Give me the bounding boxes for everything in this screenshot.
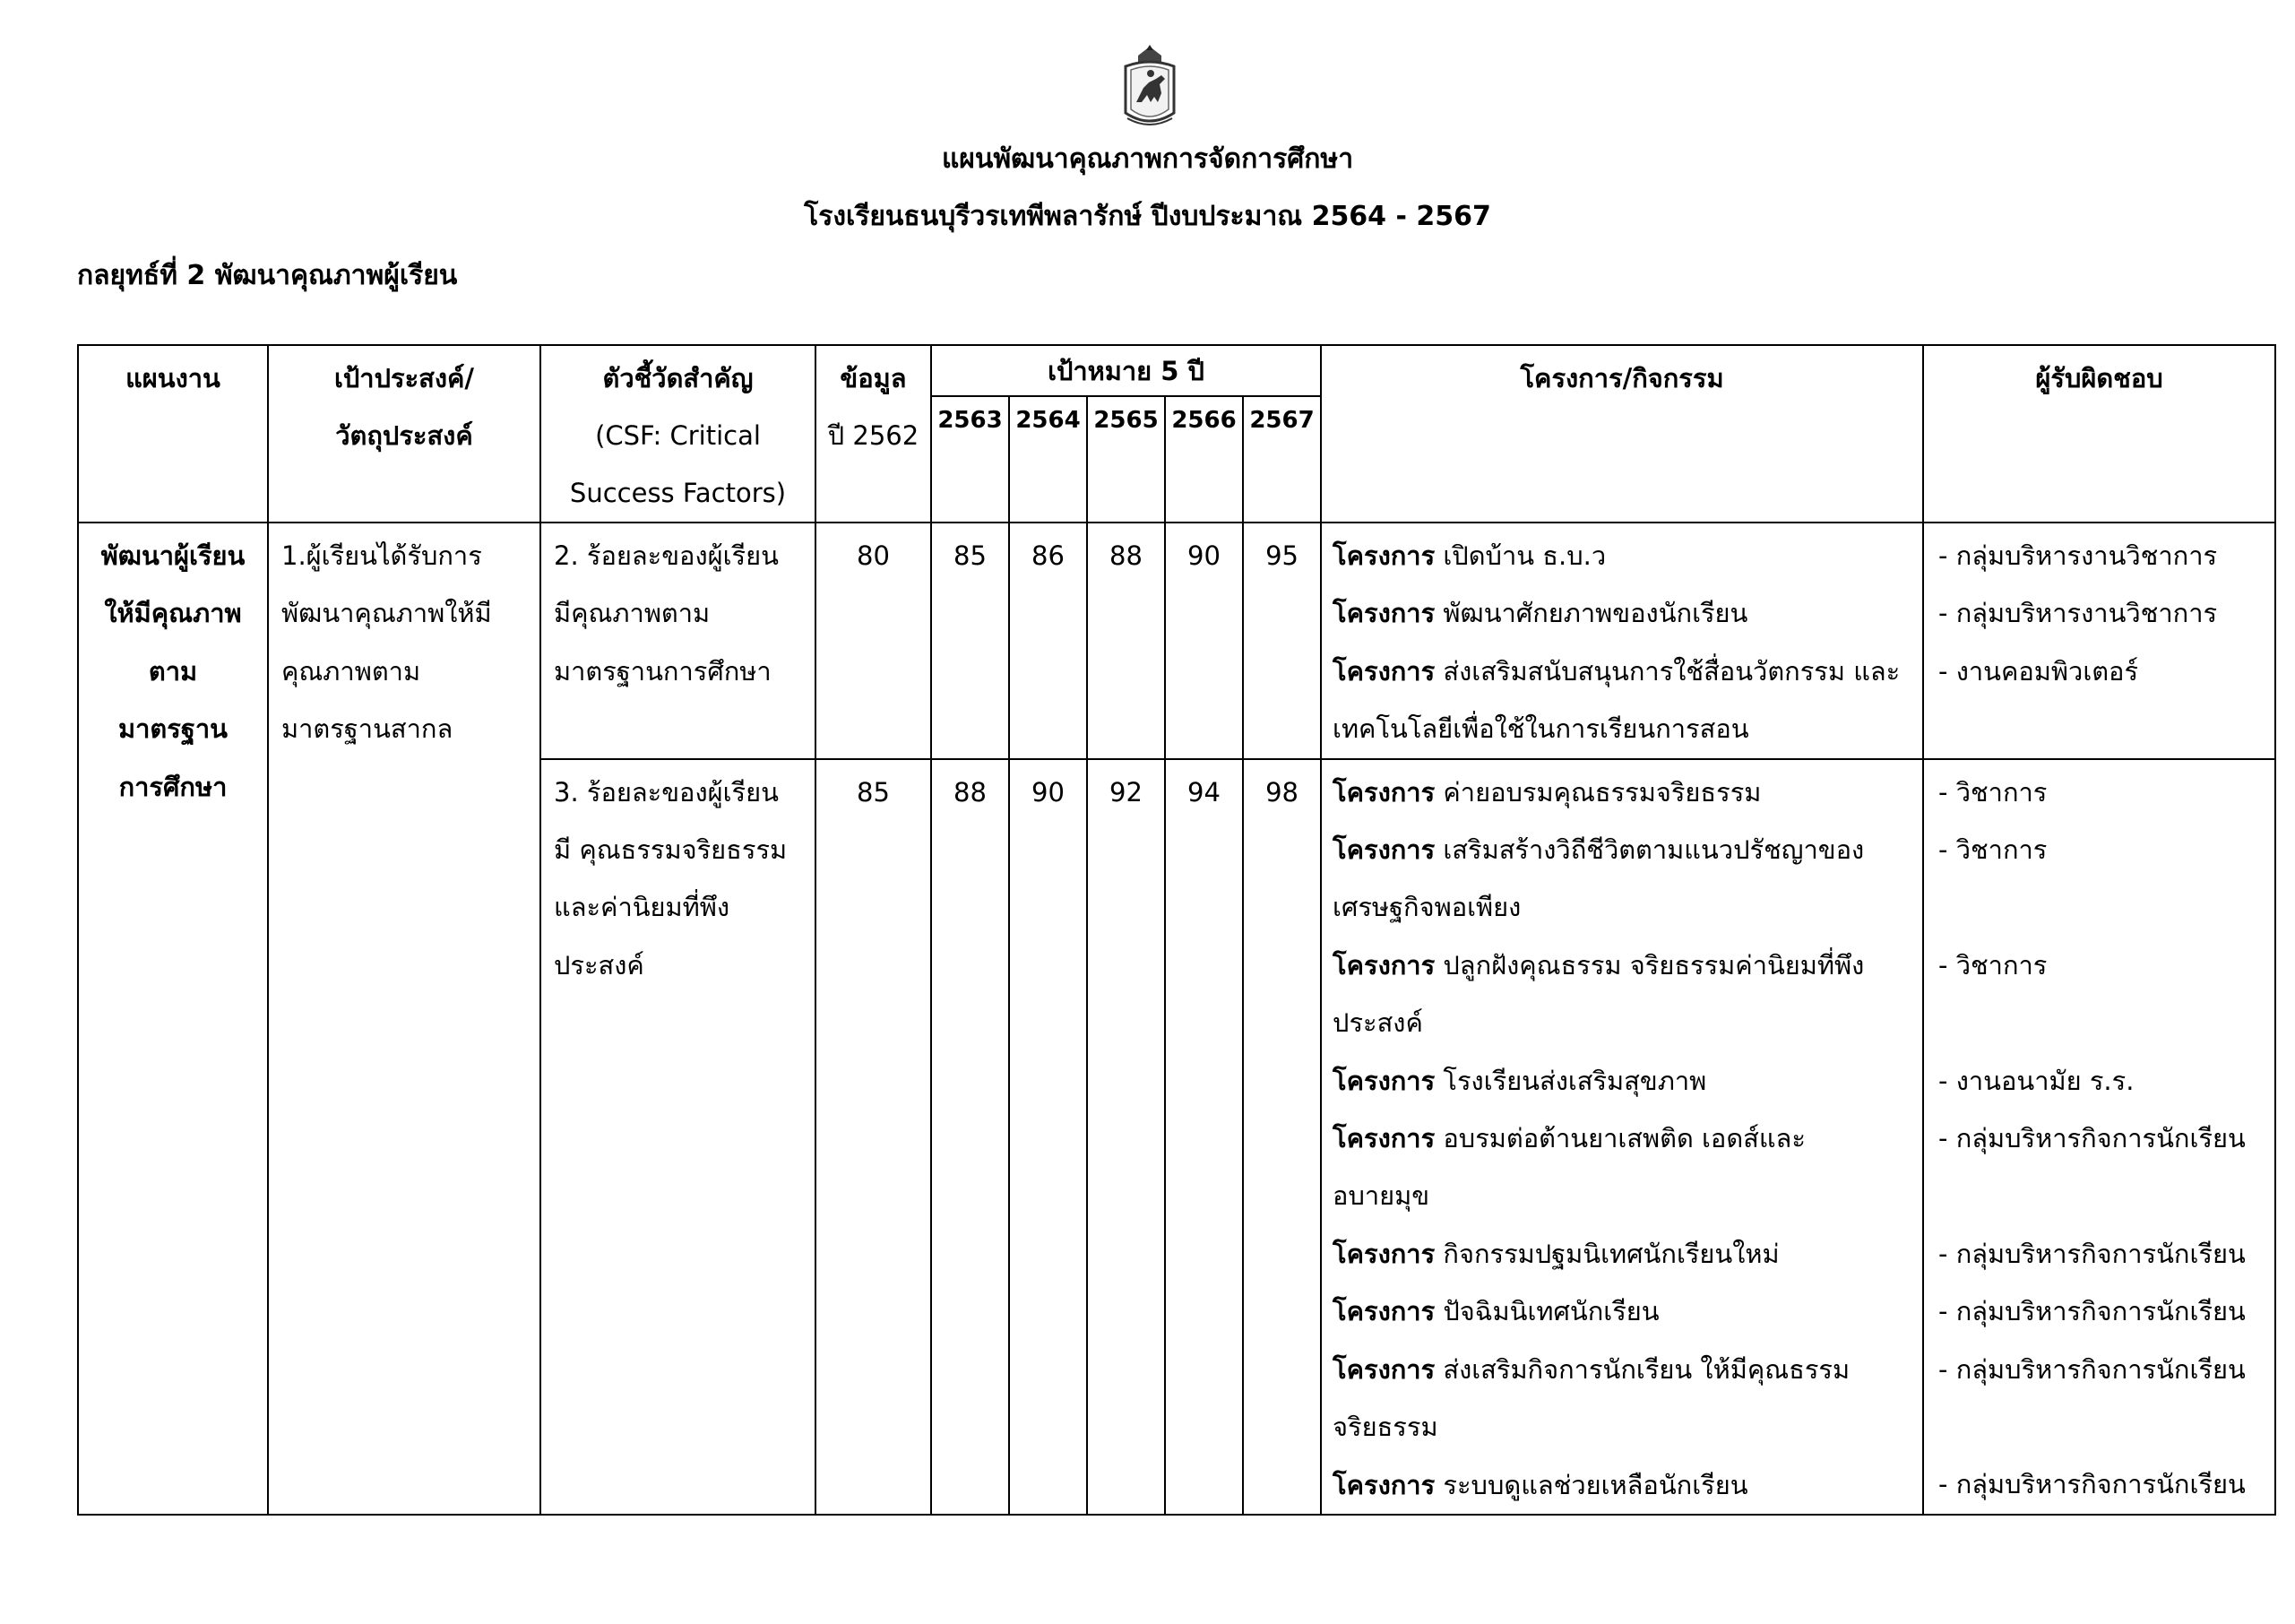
header-year: 2565 (1087, 396, 1165, 523)
target-cell: 88 (1087, 523, 1165, 759)
projects-cell: โครงการ เปิดบ้าน ธ.บ.ว โครงการ พัฒนาศักยภาพของนักเรียน โครงการ ส่งเสริมสนับสนุนการใช้สื่อนวัตกรรม และ เทคโนโลยีเพื่อใช้ในการเรียนการสอน (1321, 523, 1923, 759)
document-subtitle: โรงเรียนธนบุรีวรเทพีพลารักษ์ ปีงบประมาณ 2564 - 2567 (804, 201, 1491, 232)
csf-cell: 2. ร้อยละของผู้เรียน มีคุณภาพตาม มาตรฐานการศึกษา (540, 523, 815, 759)
school-emblem-icon (1109, 43, 1190, 133)
target-cell: 85 (931, 523, 1009, 759)
project-item: โครงการ ปลูกฝังคุณธรรม จริยธรรมค่านิยมที่พึง (1333, 949, 1865, 980)
projects-cell: โครงการ ค่ายอบรมคุณธรรมจริยธรรม โครงการ เสริมสร้างวิถีชีวิตตามแนวปรัชญาของ เศรษฐกิจพอเพียง โครงการ ปลูกฝังคุณธรรม จริยธรรมค่านิยมที่พึง ประสงค์ โครงการ โรงเรียนส่งเสริมสุขภาพ โครงการ อบรมต่อต้านยาเสพติด เอดส์และ อบายมุข โครงการ กิจกรรมปฐมนิเทศนักเรียนใหม่ โครงการ ปัจฉิมนิเทศนักเรียน โครงการ ส่งเสริมกิจการนักเรียน ให้มีคุณธรรม จริยธรรม โครงการ ระบบดูแลช่วยเหลือนักเรียน (1321, 759, 1923, 1515)
plan-cell: พัฒนาผู้เรียน ให้มีคุณภาพ ตาม มาตรฐาน การศึกษา (78, 523, 268, 1515)
goal-cell: 1.ผู้เรียนได้รับการ พัฒนาคุณภาพให้มี คุณภาพตาม มาตรฐานสากล (268, 523, 540, 1515)
baseline-cell: 85 (815, 759, 931, 1515)
header-projects: โครงการ/กิจกรรม (1321, 345, 1923, 523)
baseline-cell: 80 (815, 523, 931, 759)
project-item: โครงการ ระบบดูแลช่วยเหลือนักเรียน (1333, 1469, 1748, 1500)
header-year: 2563 (931, 396, 1009, 523)
target-cell: 88 (931, 759, 1009, 1515)
plan-table (77, 344, 2276, 1516)
project-item: โครงการ อบรมต่อต้านยาเสพติด เอดส์และ (1333, 1123, 1806, 1154)
header-csf: ตัวชี้วัดสำคัญ (CSF: Critical Success Factors) (540, 345, 815, 523)
project-item: โครงการ พัฒนาศักยภาพของนักเรียน (1333, 598, 1748, 629)
target-cell: 95 (1243, 523, 1321, 759)
header-year: 2564 (1009, 396, 1087, 523)
document-title: แผนพัฒนาคุณภาพการจัดการศึกษา (941, 143, 1354, 175)
header-target: เป้าหมาย 5 ปี (931, 345, 1321, 396)
csf-cell: 3. ร้อยละของผู้เรียน มี คุณธรรมจริยธรรม และค่านิยมที่พึง ประสงค์ (540, 759, 815, 1515)
target-cell: 90 (1165, 523, 1243, 759)
project-item: โครงการ ปัจฉิมนิเทศนักเรียน (1333, 1296, 1660, 1327)
header-responsible: ผู้รับผิดชอบ (1923, 345, 2275, 523)
project-item: โครงการ กิจกรรมปฐมนิเทศนักเรียนใหม่ (1333, 1238, 1780, 1269)
project-item: โครงการ ส่งเสริมสนับสนุนการใช้สื่อนวัตกรรม และ (1333, 655, 1901, 687)
project-item: โครงการ ค่ายอบรมคุณธรรมจริยธรรม (1333, 776, 1762, 808)
header-plan: แผนงาน (78, 345, 268, 523)
responsible-cell: - กลุ่มบริหารงานวิชาการ - กลุ่มบริหารงานวิชาการ - งานคอมพิวเตอร์ (1923, 523, 2275, 759)
table-row (78, 523, 2275, 759)
target-cell: 94 (1165, 759, 1243, 1515)
project-item: โครงการ เปิดบ้าน ธ.บ.ว (1333, 540, 1607, 571)
header-year: 2566 (1165, 396, 1243, 523)
project-item: โครงการ ส่งเสริมกิจการนักเรียน ให้มีคุณธรรม (1333, 1353, 1851, 1385)
target-cell: 86 (1009, 523, 1087, 759)
target-cell: 90 (1009, 759, 1087, 1515)
header-baseline: ข้อมูล ปี 2562 (815, 345, 931, 523)
header-goal: เป้าประสงค์/ วัตถุประสงค์ (268, 345, 540, 523)
strategy-heading: กลยุทธ์ที่ 2 พัฒนาคุณภาพผู้เรียน (77, 260, 458, 291)
responsible-cell: - วิชาการ - วิชาการ - วิชาการ - งานอนามัย ร.ร. - กลุ่มบริหารกิจการนักเรียน - กลุ่มบริหารกิจการนักเรียน - กลุ่มบริหารกิจการนักเรียน - กลุ่มบริหารกิจการนักเรียน - กลุ่มบริหารกิจการนักเรียน (1923, 759, 2275, 1515)
header-year: 2567 (1243, 396, 1321, 523)
project-item: โครงการ โรงเรียนส่งเสริมสุขภาพ (1333, 1065, 1707, 1096)
project-item: โครงการ เสริมสร้างวิถีชีวิตตามแนวปรัชญาของ (1333, 834, 1865, 866)
target-cell: 92 (1087, 759, 1165, 1515)
target-cell: 98 (1243, 759, 1321, 1515)
